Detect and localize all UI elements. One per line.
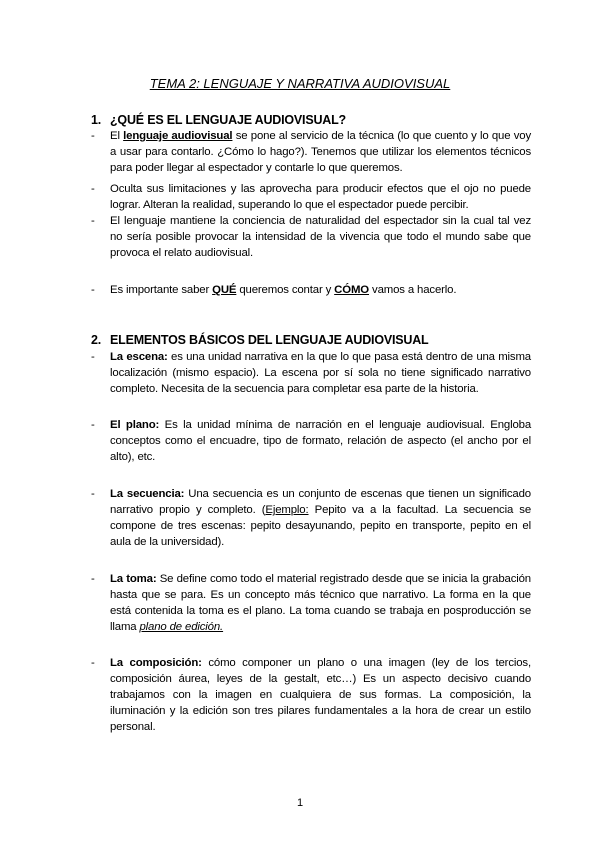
emphasis-como: CÓMO <box>334 284 370 296</box>
term-plano: El plano: <box>110 419 160 431</box>
section-1-heading-text: ¿QUÉ ES EL LENGUAJE AUDIOVISUAL? <box>110 113 346 127</box>
list-item-escena: - La escena: es una unidad narrativa en la que lo que pasa está dentro de una misma localización (mismo espacio). La escena por sí sola no tiene significado narrativo completo. Necesita de la secuencia para completar esa parte de la historia. <box>91 351 531 395</box>
term-secuencia: La secuencia: <box>110 488 185 500</box>
list-item-plano: - El plano: Es la unidad mínima de narración en el lenguaje audiovisual. Engloba conceptos como el encuadre, tipo de formato, relación de aspecto (el ancho por el alto), etc. <box>91 419 532 463</box>
list-item: - Oculta sus limitaciones y las aprovecha para producir efectos que el ojo no puede lograr. Alteran la realidad, superando lo que el espectador puede percibir. <box>91 183 531 211</box>
section-1-heading <box>91 113 346 127</box>
section-2-heading <box>91 333 429 347</box>
section-2-number: 2. <box>91 333 102 347</box>
list-item-toma: - La toma: Se define como todo el material registrado desde que se inicia la grabación hasta que se para. Es un concepto más técnico que narrativo. La forma en la que está contenida la toma es el plano. La toma cuando se trabaja en posproducción se llama plano de edición. <box>91 573 531 633</box>
plano-de-edicion-emphasis: plano de edición. <box>139 620 224 633</box>
page-number: 1 <box>296 797 304 809</box>
term-lenguaje-audiovisual: lenguaje audiovisual <box>123 130 233 142</box>
term-composicion: La composición: <box>110 657 202 669</box>
list-item: - Es importante saber QUÉ queremos contar y CÓMO vamos a hacerlo. <box>91 284 457 296</box>
section-2-heading-text: ELEMENTOS BÁSICOS DEL LENGUAJE AUDIOVISUAL <box>110 333 429 347</box>
term-escena: La escena: <box>110 351 168 363</box>
page-title: TEMA 2: LENGUAJE Y NARRATIVA AUDIOVISUAL <box>149 76 451 91</box>
section-1-number: 1. <box>91 113 102 127</box>
list-item-composicion: - La composición: cómo componer un plano o una imagen (ley de los tercios, composición áurea, leyes de la gestalt, etc…) Es un aspecto decisivo cuando trabajamos con la imagen en cualquiera de sus formas. La composición, la iluminación y la edición son tres pilares fundamentales a la hora de crear un estilo personal. <box>91 657 531 733</box>
list-item-secuencia: - La secuencia: Una secuencia es un conjunto de escenas que tienen un significado narrativo propio y completo. (Ejemplo: Pepito va a la facultad. La secuencia se compone de tres escenas: pepito desayunando, pepito en transporte, pepito en el aula de la universidad). <box>91 488 532 548</box>
list-item: - El lenguaje mantiene la conciencia de naturalidad del espectador sin la cual tal vez no sería posible provocar la intensidad de la vivencia que todo el mundo sabe que provoca el relato audiovisual. <box>91 215 531 259</box>
term-toma: La toma: <box>110 573 157 585</box>
ejemplo-label: Ejemplo: <box>265 503 309 516</box>
emphasis-que: QUÉ <box>212 284 237 296</box>
list-item: - El lenguaje audiovisual se pone al servicio de la técnica (lo que cuento y lo que voy a usar para contarlo. ¿Cómo lo hago?). Tenemos que utilizar los elementos técnicos para poder llegar al espectador y contarle lo que queremos. <box>91 130 531 174</box>
